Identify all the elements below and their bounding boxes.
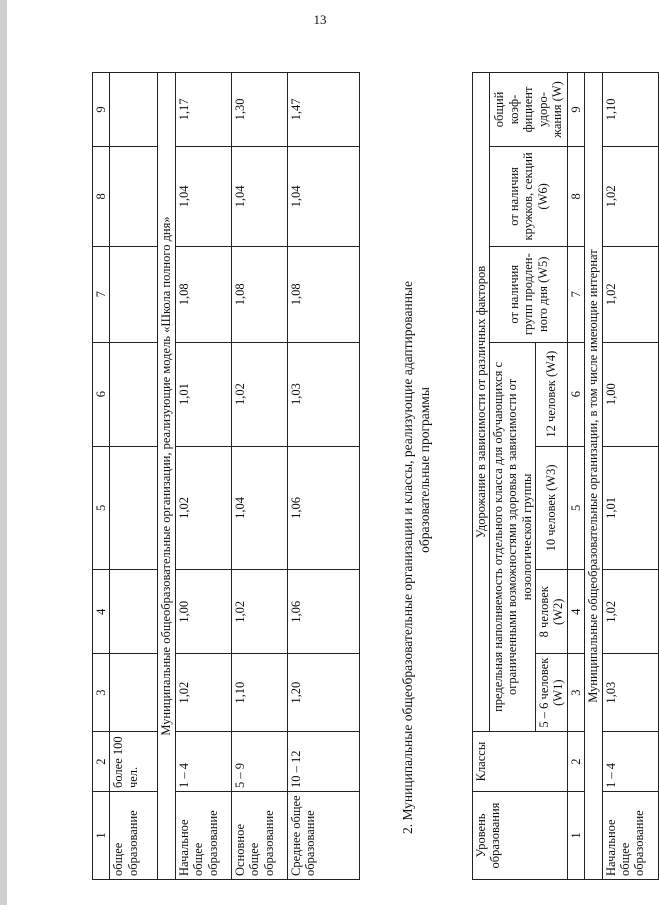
table-school-full-day bbox=[92, 72, 360, 880]
table-row: общее образование более 100 чел. bbox=[110, 73, 158, 880]
header-w: общий коэф-фициент удоро-жания (W) bbox=[489, 73, 567, 147]
table-row: 1 2 3 4 5 6 7 8 9 bbox=[567, 73, 584, 880]
header-w4: 12 человек (W4) bbox=[536, 342, 568, 446]
page-number: 13 bbox=[313, 12, 327, 27]
table-adapted-programs bbox=[472, 72, 659, 880]
table-row: Среднее общее образование 10 – 12 1,20 1,06 1,06 1,03 1,08 1,04 1,47 bbox=[287, 73, 359, 880]
header-w5: от наличия групп продлен-ного дня (W5) bbox=[489, 246, 567, 342]
header-occupancy: предельная наполняемость отдельного класса для обучающихся с ограниченными возможностями здоровья в зависимости от нозологической группы bbox=[489, 342, 535, 731]
table-row: Основное общее образование 5 – 9 1,10 1,02 1,04 1,02 1,08 1,04 1,30 bbox=[231, 73, 287, 880]
table-row: Начальное общее образование 1 – 4 1,02 1,00 1,02 1,01 1,08 1,04 1,17 bbox=[175, 73, 231, 880]
caption-line-2: образовательные программы bbox=[416, 387, 432, 553]
header-increase: Удорожание в зависимости от различных факторов bbox=[472, 73, 489, 732]
table-header-row bbox=[472, 73, 489, 880]
table-section-row: Муниципальные общеобразовательные организации, реализующие модель «Школа полного дня» bbox=[158, 73, 175, 880]
rotated-content bbox=[92, 60, 652, 880]
table-section-row: Муниципальные общеобразовательные организации, в том числе имеющие интернат bbox=[585, 73, 602, 880]
header-w3: 10 человек (W3) bbox=[536, 446, 568, 570]
header-w6: от наличия кружков, секций (W6) bbox=[489, 146, 567, 246]
scan-edge bbox=[0, 0, 7, 905]
caption-line-1: 2. Муниципальные общеобразовательные организации и классы, реализующие адаптированные bbox=[399, 281, 415, 834]
header-w2: 8 человек (W2) bbox=[536, 570, 568, 654]
table-row: 1 2 3 4 5 6 7 8 9 bbox=[93, 73, 110, 880]
section-caption bbox=[400, 60, 434, 880]
header-w1: 5 – 6 человек (W1) bbox=[536, 654, 568, 732]
header-level: Уровень образования bbox=[472, 792, 567, 880]
table-row: Начальное общее образование 1 – 4 1,03 1,02 1,01 1,00 1,02 1,02 1,10 bbox=[602, 73, 658, 880]
header-classes: Классы bbox=[472, 732, 567, 792]
